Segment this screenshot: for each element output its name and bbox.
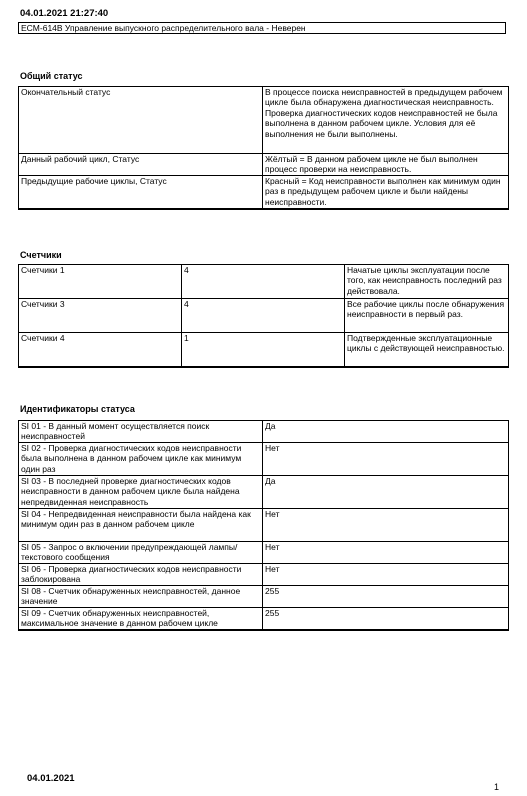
status-value: Жёлтый = В данном рабочем цикле не был выполнен процесс проверки на неисправность. — [263, 154, 509, 176]
table-row — [19, 299, 509, 333]
si-value: Нет — [263, 564, 509, 586]
table-row — [19, 542, 509, 564]
footer-date: 04.01.2021 — [27, 773, 75, 784]
si-label: SI 09 - Счетчик обнаруженных неисправностей, максимальное значение в данном рабочем цикле — [19, 608, 263, 631]
counter-value: 1 — [182, 333, 345, 368]
table-row — [19, 265, 509, 299]
counter-name: Счетчики 3 — [19, 299, 182, 333]
counter-description: Все рабочие циклы после обнаружения неисправности в первый раз. — [345, 299, 509, 333]
table-row — [19, 443, 509, 476]
si-value: Нет — [263, 542, 509, 564]
si-label: SI 06 - Проверка диагностических кодов неисправности заблокирована — [19, 564, 263, 586]
table-row — [19, 476, 509, 509]
status-value: Красный = Код неисправности выполнен как минимум один раз в предыдущем рабочем цикле и были найдены неисправности. — [263, 176, 509, 210]
table-row — [19, 421, 509, 443]
table-row — [19, 176, 509, 210]
status-identifiers-table — [18, 420, 509, 631]
si-value: Нет — [263, 443, 509, 476]
status-value: В процессе поиска неисправностей в предыдущем рабочем цикле была обнаружена диагностическая неисправность. Проверка диагностических кодов неисправностей не была выполнена в данном рабочем цикле. Условия для её выполнения не были выполнены. — [263, 87, 509, 154]
counter-description: Подтвержденные эксплуатационные циклы с действующей неисправностью. — [345, 333, 509, 368]
si-label: SI 04 - Непредвиденная неисправности была найдена как минимум один раз в данном рабочем цикле — [19, 509, 263, 542]
table-row — [19, 509, 509, 542]
general-status-table — [18, 86, 509, 210]
counters-table — [18, 264, 509, 368]
status-label: Данный рабочий цикл, Статус — [19, 154, 263, 176]
status-label: Предыдущие рабочие циклы, Статус — [19, 176, 263, 210]
si-label: SI 08 - Счетчик обнаруженных неисправностей, данное значение — [19, 586, 263, 608]
table-row — [19, 608, 509, 631]
report-title: ECM-614B Управление выпускного распределительного вала - Неверен — [18, 22, 506, 34]
si-value: 255 — [263, 608, 509, 631]
si-label: SI 05 - Запрос о включении предупреждающей лампы/ текстового сообщения — [19, 542, 263, 564]
page-number: 1 — [494, 782, 500, 792]
counter-value: 4 — [182, 265, 345, 299]
general-status-heading: Общий статус — [20, 71, 83, 81]
counter-value: 4 — [182, 299, 345, 333]
counter-description: Начатые циклы эксплуатации после того, как неисправность последний раз действовала. — [345, 265, 509, 299]
si-label: SI 01 - В данный момент осуществляется поиск неисправностей — [19, 421, 263, 443]
status-label: Окончательный статус — [19, 87, 263, 154]
table-row — [19, 87, 509, 154]
table-row — [19, 154, 509, 176]
counter-name: Счетчики 4 — [19, 333, 182, 368]
si-label: SI 02 - Проверка диагностических кодов неисправности была выполнена в данном рабочем цикле как минимум один раз — [19, 443, 263, 476]
table-row — [19, 333, 509, 368]
si-value: 255 — [263, 586, 509, 608]
counters-heading: Счетчики — [20, 250, 62, 260]
counter-name: Счетчики 1 — [19, 265, 182, 299]
si-value: Да — [263, 476, 509, 509]
si-label: SI 03 - В последней проверке диагностических кодов неисправности в данном рабочем цикле была найдена непредвиденная неисправность — [19, 476, 263, 509]
report-datetime: 04.01.2021 21:27:40 — [20, 8, 109, 19]
si-value: Да — [263, 421, 509, 443]
si-value: Нет — [263, 509, 509, 542]
table-row — [19, 586, 509, 608]
status-identifiers-heading: Идентификаторы статуса — [20, 404, 135, 414]
table-row — [19, 564, 509, 586]
